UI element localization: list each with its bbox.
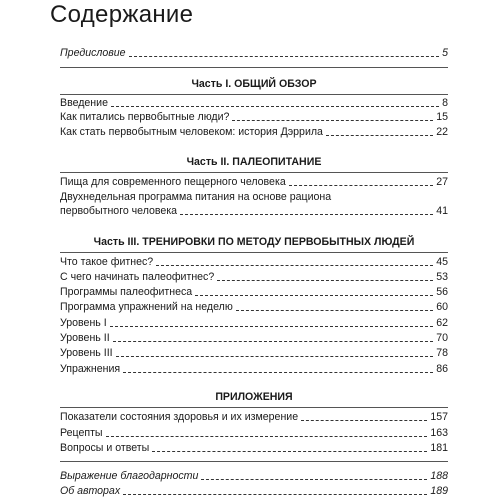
toc-entry-label: Пища для современного пещерного человека bbox=[60, 176, 286, 188]
toc-entry-acknowledgements[interactable] bbox=[60, 469, 448, 483]
toc-entry-page: 86 bbox=[436, 363, 448, 375]
toc-entry-page: 62 bbox=[436, 317, 448, 329]
toc-entry[interactable] bbox=[60, 285, 448, 299]
toc-entry-page: 163 bbox=[430, 427, 448, 439]
dot-leader bbox=[217, 280, 433, 281]
toc-entry[interactable] bbox=[60, 331, 448, 345]
toc-entry[interactable] bbox=[60, 441, 448, 455]
toc-entry-label: Об авторах bbox=[60, 485, 121, 497]
toc-entry[interactable] bbox=[60, 346, 448, 360]
section-divider bbox=[60, 172, 448, 173]
dot-leader bbox=[116, 356, 434, 357]
toc-entry-page: 78 bbox=[436, 347, 448, 359]
page-title: Содержание bbox=[50, 1, 194, 28]
toc-entry-label: Выражение благодарности bbox=[60, 470, 199, 482]
toc-entry-page: 181 bbox=[430, 442, 448, 454]
toc-entry[interactable] bbox=[60, 426, 448, 440]
toc-entry-label: С чего начинать палеофитнес? bbox=[60, 271, 215, 283]
dot-leader bbox=[123, 372, 433, 373]
dot-leader bbox=[326, 135, 433, 136]
toc-entry-page: 5 bbox=[442, 47, 448, 59]
toc-entry-label: Уровень II bbox=[60, 332, 110, 344]
part-heading: Часть III. ТРЕНИРОВКИ ПО МЕТОДУ ПЕРВОБЫТНЫХ ЛЮДЕЙ bbox=[93, 236, 415, 248]
dot-leader bbox=[289, 185, 433, 186]
part-heading: ПРИЛОЖЕНИЯ bbox=[215, 391, 293, 403]
dot-leader bbox=[113, 341, 434, 342]
toc-entry-page: 157 bbox=[430, 411, 448, 423]
toc-entry-preface[interactable] bbox=[60, 46, 448, 60]
toc-entry-label-cont: первобытного человека bbox=[60, 205, 178, 217]
section-divider bbox=[60, 252, 448, 253]
dot-leader bbox=[156, 265, 433, 266]
toc-entry-label: Программы палеофитнеса bbox=[60, 286, 193, 298]
toc-entry-page: 15 bbox=[436, 111, 448, 123]
toc-entry[interactable] bbox=[60, 255, 448, 269]
toc-entry[interactable] bbox=[60, 270, 448, 284]
dot-leader bbox=[152, 451, 427, 452]
dot-leader bbox=[195, 295, 433, 296]
toc-entry[interactable] bbox=[60, 96, 448, 110]
dot-leader bbox=[111, 106, 439, 107]
toc-entry-page: 189 bbox=[430, 485, 448, 497]
toc-entry-label: Программа упражнений на неделю bbox=[60, 301, 233, 313]
toc-entry[interactable] bbox=[60, 300, 448, 314]
toc-entry[interactable] bbox=[60, 190, 448, 218]
toc-entry-page: 27 bbox=[436, 176, 448, 188]
toc-entry-label: Упражнения bbox=[60, 363, 121, 375]
toc-entry[interactable] bbox=[60, 110, 448, 124]
section-divider bbox=[60, 94, 448, 95]
toc-entry-label: Двухнедельная программа питания на основе рациона bbox=[60, 191, 332, 203]
toc-entry[interactable] bbox=[60, 362, 448, 376]
section-divider bbox=[60, 67, 448, 68]
dot-leader bbox=[301, 420, 427, 421]
dot-leader bbox=[123, 494, 427, 495]
toc-entry-page: 53 bbox=[436, 271, 448, 283]
toc-entry-page: 22 bbox=[436, 126, 448, 138]
toc-entry-label: Уровень III bbox=[60, 347, 113, 359]
toc-entry-label: Введение bbox=[60, 97, 108, 109]
dot-leader bbox=[106, 436, 428, 437]
toc-entry-label: Как стать первобытным человеком: история Дэррила bbox=[60, 126, 323, 138]
dot-leader bbox=[232, 120, 433, 121]
toc-entry[interactable] bbox=[60, 316, 448, 330]
toc-entry-page: 41 bbox=[436, 205, 448, 217]
toc-entry[interactable] bbox=[60, 410, 448, 424]
part-heading: Часть I. ОБЩИЙ ОБЗОР bbox=[191, 78, 317, 90]
part-heading: Часть II. ПАЛЕОПИТАНИЕ bbox=[186, 156, 322, 168]
toc-entry-label: Уровень I bbox=[60, 317, 107, 329]
toc-entry-label: Рецепты bbox=[60, 427, 103, 439]
toc-entry-label: Предисловие bbox=[60, 47, 126, 59]
section-divider bbox=[60, 461, 448, 462]
toc-entry-page: 70 bbox=[436, 332, 448, 344]
dot-leader bbox=[110, 326, 434, 327]
toc-entry-page: 188 bbox=[430, 470, 448, 482]
dot-leader bbox=[129, 56, 440, 57]
dot-leader bbox=[201, 479, 427, 480]
dot-leader bbox=[180, 214, 433, 215]
toc-entry-about-authors[interactable] bbox=[60, 484, 448, 498]
toc-entry-page: 56 bbox=[436, 286, 448, 298]
toc-entry-label: Как питались первобытные люди? bbox=[60, 111, 230, 123]
dot-leader bbox=[236, 310, 433, 311]
toc-entry[interactable] bbox=[60, 125, 448, 139]
toc-entry-label: Показатели состояния здоровья и их измерение bbox=[60, 411, 299, 423]
toc-entry[interactable] bbox=[60, 175, 448, 189]
toc-entry-page: 8 bbox=[442, 97, 448, 109]
toc-entry-label: Что такое фитнес? bbox=[60, 256, 154, 268]
toc-entry-page: 60 bbox=[436, 301, 448, 313]
toc-entry-page: 45 bbox=[436, 256, 448, 268]
section-divider bbox=[60, 407, 448, 408]
toc-entry-label: Вопросы и ответы bbox=[60, 442, 150, 454]
